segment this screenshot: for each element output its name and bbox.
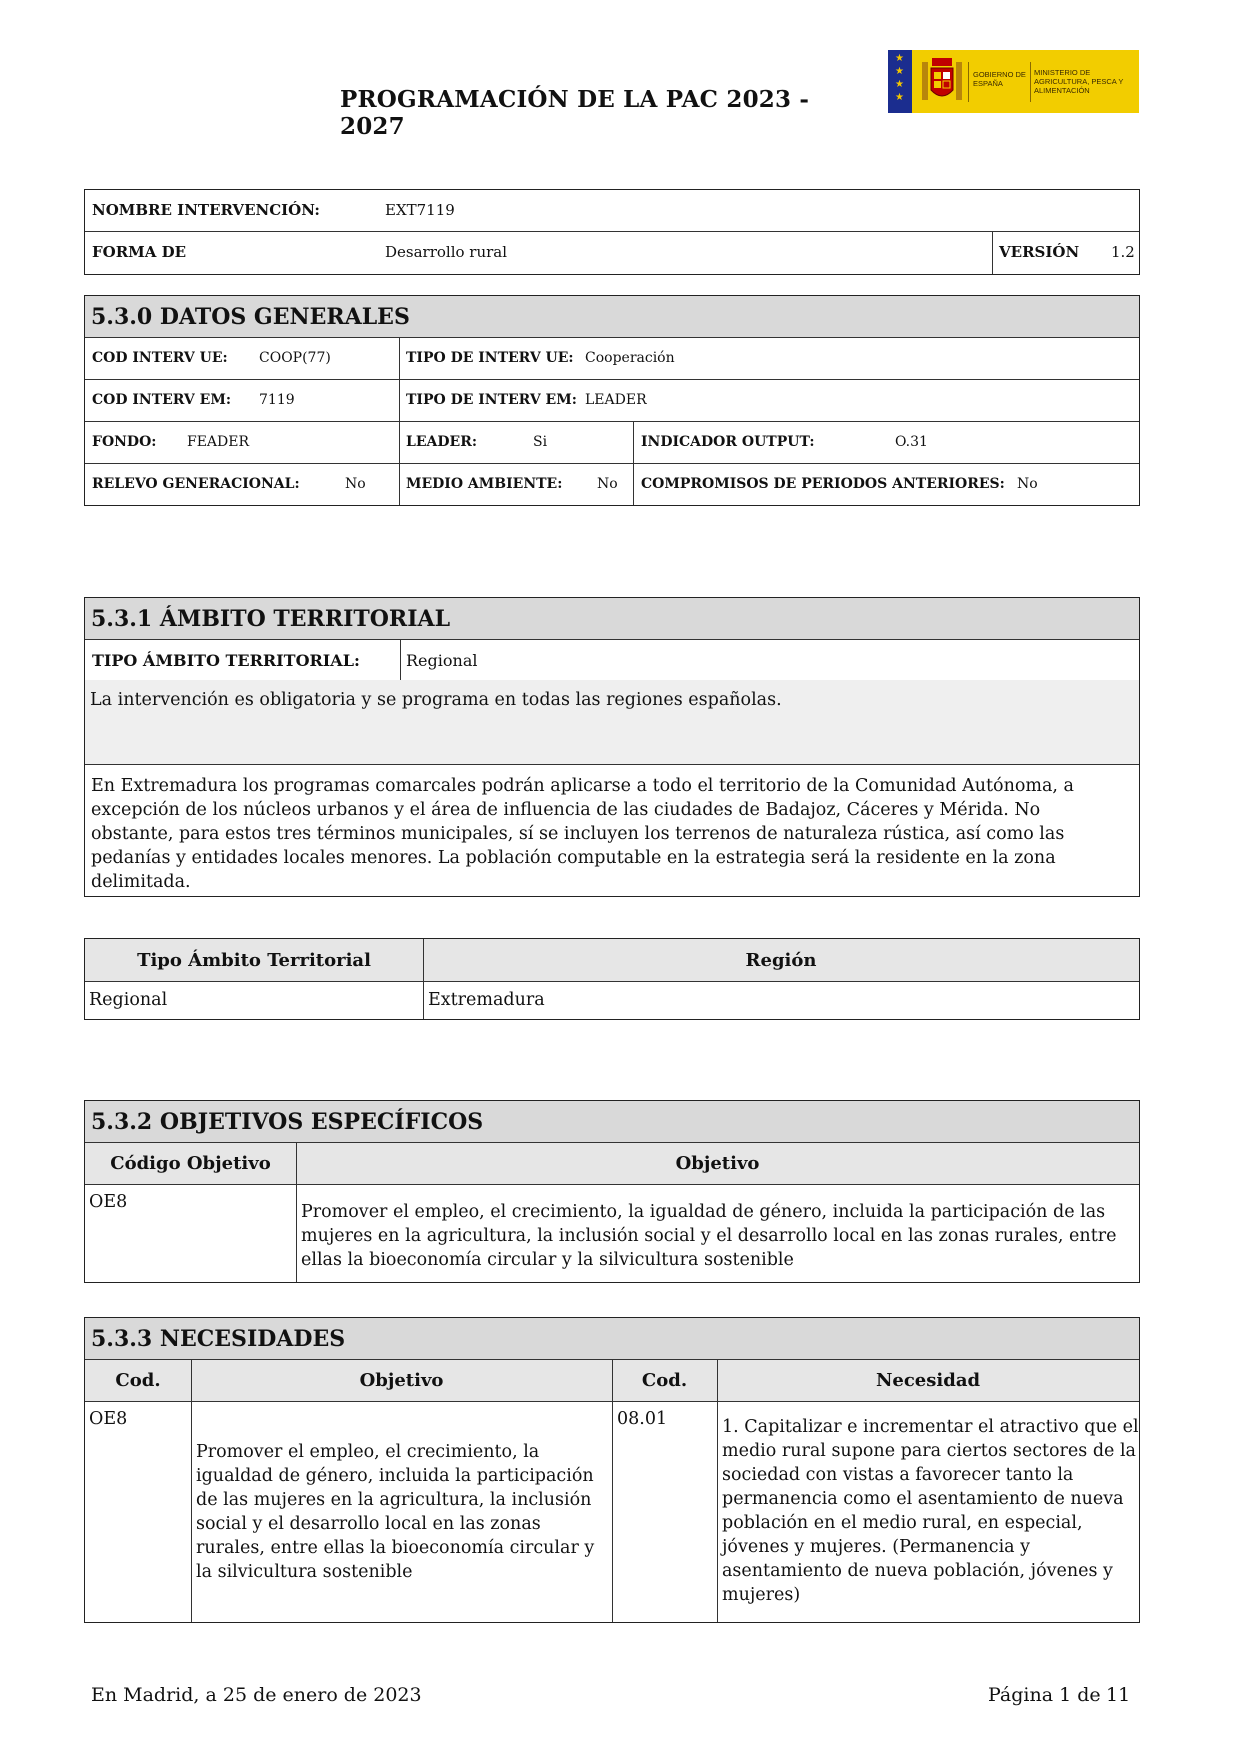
territorial-description: En Extremadura los programas comarcales podrán aplicarse a todo el territorio de la Comunidad Autónoma, a excepción de los núcleos urbanos y el área de influencia de las ciudades de Badajoz, Cáceres y Mérida. No obstante, para estos tres términos municipales, sí se incluyen los terrenos de naturaleza rústica, así como las pedanías y entidades locales menores. La población computable en la estrategia será la residente en la zona delimitada.	[91, 776, 1074, 892]
objectives-header-code: Código Objetivo	[110, 1153, 271, 1174]
needs-header-cod-1: Cod.	[115, 1370, 161, 1391]
territorial-note: La intervención es obligatoria y se programa en todas las regiones españolas.	[90, 690, 782, 710]
medio-value: No	[597, 476, 618, 492]
tipo-ue-value: Cooperación	[585, 350, 675, 366]
tipo-ue-label: TIPO DE INTERV UE:	[406, 350, 574, 366]
objective-text: Promover el empleo, el crecimiento, la igualdad de género, incluida la participación de las mujeres en la agricultura, la inclusión social y el desarrollo local en las zonas rurales, entre ellas la bioeconomía circular y la silvicultura sostenible	[301, 1202, 1117, 1270]
leader-label: LEADER:	[406, 434, 477, 450]
intervention-box	[84, 189, 1140, 275]
needs-header-cod-2: Cod.	[641, 1370, 688, 1391]
table-row	[85, 982, 1139, 1019]
cod-ue-value: COOP(77)	[259, 350, 331, 366]
compromisos-value: No	[1017, 476, 1038, 492]
logo-government-text: GOBIERNO DE ESPAÑA	[973, 70, 1026, 88]
objectives-section	[84, 1100, 1140, 1283]
needs-header-need: Necesidad	[875, 1370, 981, 1391]
objectives-header-objective: Objetivo	[675, 1153, 760, 1174]
logo-ministry-text: MINISTERIO DE AGRICULTURA, PESCA Y ALIMENTACIÓN	[1034, 68, 1124, 95]
footer-place-date: En Madrid, a 25 de enero de 2023	[91, 1684, 422, 1706]
medio-label: MEDIO AMBIENTE:	[406, 476, 563, 492]
tipo-em-label: TIPO DE INTERV EM:	[406, 392, 577, 408]
needs-section	[84, 1317, 1140, 1623]
government-logo	[888, 50, 1139, 113]
needs-need-code: 08.01	[617, 1409, 668, 1429]
cod-ue-label: COD INTERV UE:	[92, 350, 228, 366]
footer-page-label: Página 1 de	[988, 1684, 1101, 1706]
territorial-section	[84, 597, 1140, 897]
needs-heading: 5.3.3 NECESIDADES	[91, 1326, 346, 1352]
coat-of-arms-icon	[920, 56, 964, 108]
territorial-table	[84, 938, 1140, 1020]
fondo-label: FONDO:	[92, 434, 157, 450]
needs-need-text: 1. Capitalizar e incrementar el atractivo que el medio rural supone para ciertos sectores de la sociedad con vistas a favorecer tanto la permanencia como el asentamiento de nueva población en el medio rural, en especial, jóvenes y mujeres. (Permanencia y asentamiento de nueva población, jóvenes y mujeres)	[722, 1417, 1139, 1605]
leader-value: Si	[533, 434, 548, 450]
version-value: 1.2	[1111, 243, 1135, 261]
territorial-table-header-region: Región	[745, 950, 817, 971]
needs-header-objective: Objetivo	[359, 1370, 444, 1391]
tipo-ambito-value: Regional	[406, 651, 478, 670]
fondo-value: FEADER	[187, 434, 250, 450]
version-label: VERSIÓN	[999, 243, 1080, 261]
objectives-heading: 5.3.2 OBJETIVOS ESPECÍFICOS	[91, 1109, 484, 1135]
relevo-value: No	[345, 476, 366, 492]
indicador-label: INDICADOR OUTPUT:	[641, 434, 815, 450]
table-row	[85, 1185, 1139, 1282]
general-data-heading: 5.3.0 DATOS GENERALES	[91, 304, 410, 330]
territorial-heading: 5.3.1 ÁMBITO TERRITORIAL	[91, 606, 451, 632]
needs-objective-text: Promover el empleo, el crecimiento, la igualdad de género, incluida la participación de las mujeres en la agricultura, la inclusión social y el desarrollo local en las zonas rurales, entre ellas la bioeconomía circular y la silvicultura sostenible	[196, 1442, 595, 1582]
table-row	[85, 1402, 1139, 1622]
territorial-row-tipo: Regional	[89, 990, 168, 1010]
tipo-em-value: LEADER	[585, 392, 647, 408]
indicador-value: O.31	[895, 434, 928, 450]
intervention-name-value: EXT7119	[385, 201, 455, 219]
footer-page-total: 11	[1106, 1684, 1131, 1706]
cod-em-label: COD INTERV EM:	[92, 392, 231, 408]
territorial-table-header-tipo: Tipo Ámbito Territorial	[137, 950, 371, 971]
form-value: Desarrollo rural	[385, 243, 508, 261]
compromisos-label: COMPROMISOS DE PERIODOS ANTERIORES:	[641, 476, 1005, 492]
form-label: FORMA DE	[92, 243, 187, 261]
tipo-ambito-label: TIPO ÁMBITO TERRITORIAL:	[92, 651, 360, 670]
needs-objective-code: OE8	[89, 1409, 128, 1429]
territorial-row-region: Extremadura	[428, 990, 545, 1010]
objective-code: OE8	[89, 1192, 128, 1212]
intervention-name-label: NOMBRE INTERVENCIÓN:	[92, 201, 320, 219]
relevo-label: RELEVO GENERACIONAL:	[92, 476, 300, 492]
cod-em-value: 7119	[259, 392, 295, 408]
page-title: PROGRAMACIÓN DE LA PAC 2023 - 2027	[340, 86, 810, 140]
eu-flag-icon: ★ ★ ★ ★	[888, 50, 912, 113]
general-data-section	[84, 295, 1140, 506]
